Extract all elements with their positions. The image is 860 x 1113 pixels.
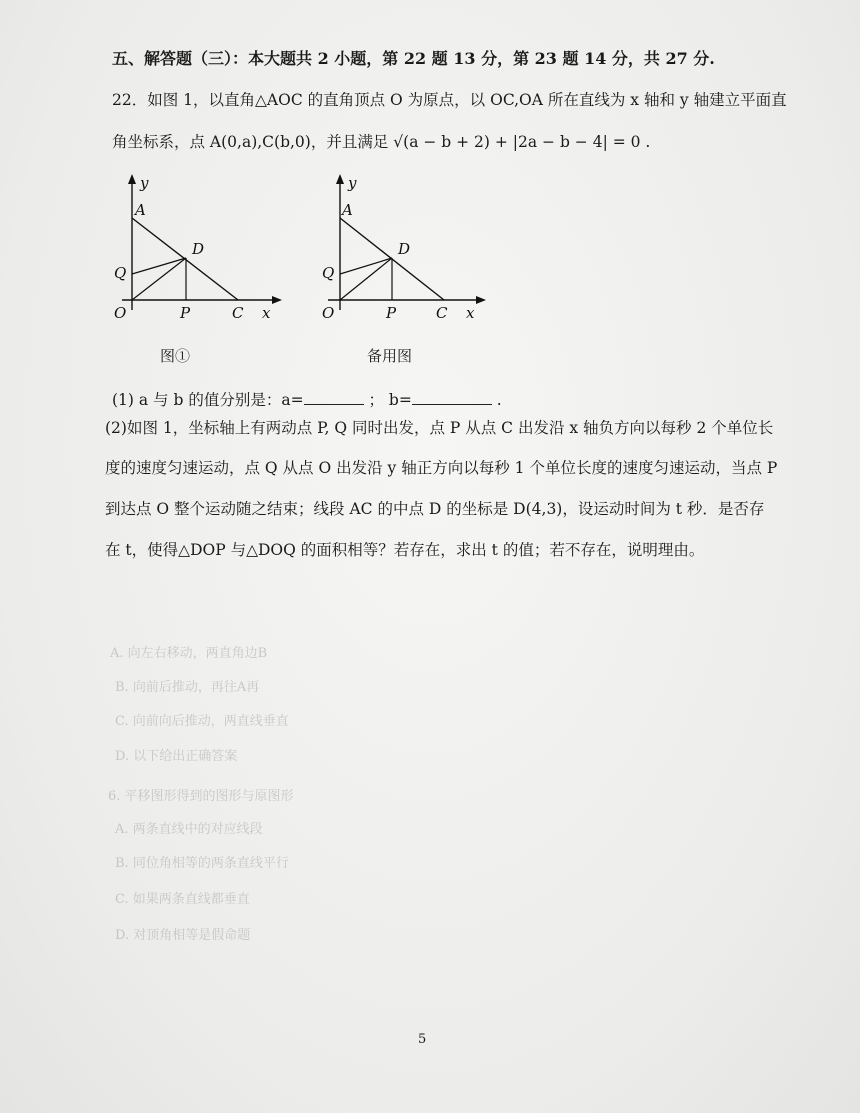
label-o: O: [322, 304, 335, 322]
part-1-mid: ； b=: [363, 391, 412, 409]
bleed-through-text: D. 对顶角相等是假命题: [115, 928, 251, 943]
label-q: Q: [114, 264, 127, 282]
label-y: y: [348, 174, 357, 192]
answer-blank-b[interactable]: [412, 390, 492, 405]
label-c: C: [436, 304, 448, 322]
bleed-through-text: 6. 平移图形得到的图形与原图形: [108, 789, 294, 804]
figure-1-caption: 图①: [160, 347, 191, 365]
label-o: O: [114, 304, 127, 322]
bleed-through-text: B. 向前后推动，再往A再: [115, 680, 260, 695]
label-y: y: [140, 174, 149, 192]
x-axis-arrow: [272, 296, 282, 304]
question-22-line-1: 22．如图 1，以直角△AOC 的直角顶点 O 为原点，以 OC,OA 所在直线为 x 轴和 y 轴建立平面直: [112, 91, 787, 109]
part-2-line-1: (2)如图 1，坐标轴上有两动点 P, Q 同时出发，点 P 从点 C 出发沿 x 轴负方向以每秒 2 个单位长: [105, 419, 774, 437]
label-p: P: [386, 304, 397, 322]
part-1-question: [112, 388, 502, 410]
part-2-line-3: 到达点 O 整个运动随之结束；线段 AC 的中点 D 的坐标是 D(4,3)，设运动时间为 t 秒．是否存: [105, 500, 765, 518]
label-x: x: [262, 304, 271, 322]
page-number: 5: [418, 1032, 427, 1047]
section-heading: 五、解答题（三）：本大题共 2 小题，第 22 题 13 分，第 23 题 14 分，共 27 分.: [112, 49, 715, 68]
segment-od: [132, 258, 186, 300]
y-axis-arrow: [128, 174, 136, 184]
figure-1-diagram: [100, 170, 290, 340]
label-a: A: [135, 201, 146, 219]
segment-qd: [340, 258, 392, 274]
answer-blank-a[interactable]: [304, 390, 364, 405]
label-c: C: [232, 304, 244, 322]
part-2-line-2: 度的速度匀速运动，点 Q 从点 O 出发沿 y 轴正方向以每秒 1 个单位长度的速度匀速运动，当点 P: [105, 459, 778, 477]
segment-od: [340, 258, 392, 300]
bleed-through-text: C. 向前向后推动，两直线垂直: [115, 714, 289, 729]
backup-figure-caption: 备用图: [367, 347, 413, 365]
y-axis-arrow: [336, 174, 344, 184]
label-d: D: [398, 240, 411, 258]
bleed-through-text: A. 向左右移动，两直角边B: [110, 646, 268, 661]
segment-qd: [132, 258, 186, 274]
label-q: Q: [322, 264, 335, 282]
label-p: P: [180, 304, 191, 322]
bleed-through-text: B. 同位角相等的两条直线平行: [115, 856, 289, 871]
question-22-line-2: 角坐标系，点 A(0,a),C(b,0)，并且满足 √(a − b + 2) + |2a − b − 4| = 0 .: [112, 133, 651, 151]
bleed-through-text: A. 两条直线中的对应线段: [115, 822, 263, 837]
label-x: x: [466, 304, 475, 322]
x-axis-arrow: [476, 296, 486, 304]
bleed-through-text: D. 以下给出正确答案: [115, 749, 238, 764]
label-d: D: [192, 240, 205, 258]
bleed-through-text: C. 如果两条直线都垂直: [115, 892, 250, 907]
part-2-line-4: 在 t，使得△DOP 与△DOQ 的面积相等？若存在，求出 t 的值；若不存在，说明理由。: [105, 541, 705, 559]
part-1-suffix: .: [491, 391, 502, 409]
label-a: A: [342, 201, 353, 219]
part-1-prefix: (1) a 与 b 的值分别是：a=: [112, 391, 304, 409]
backup-figure-diagram: [302, 170, 492, 340]
